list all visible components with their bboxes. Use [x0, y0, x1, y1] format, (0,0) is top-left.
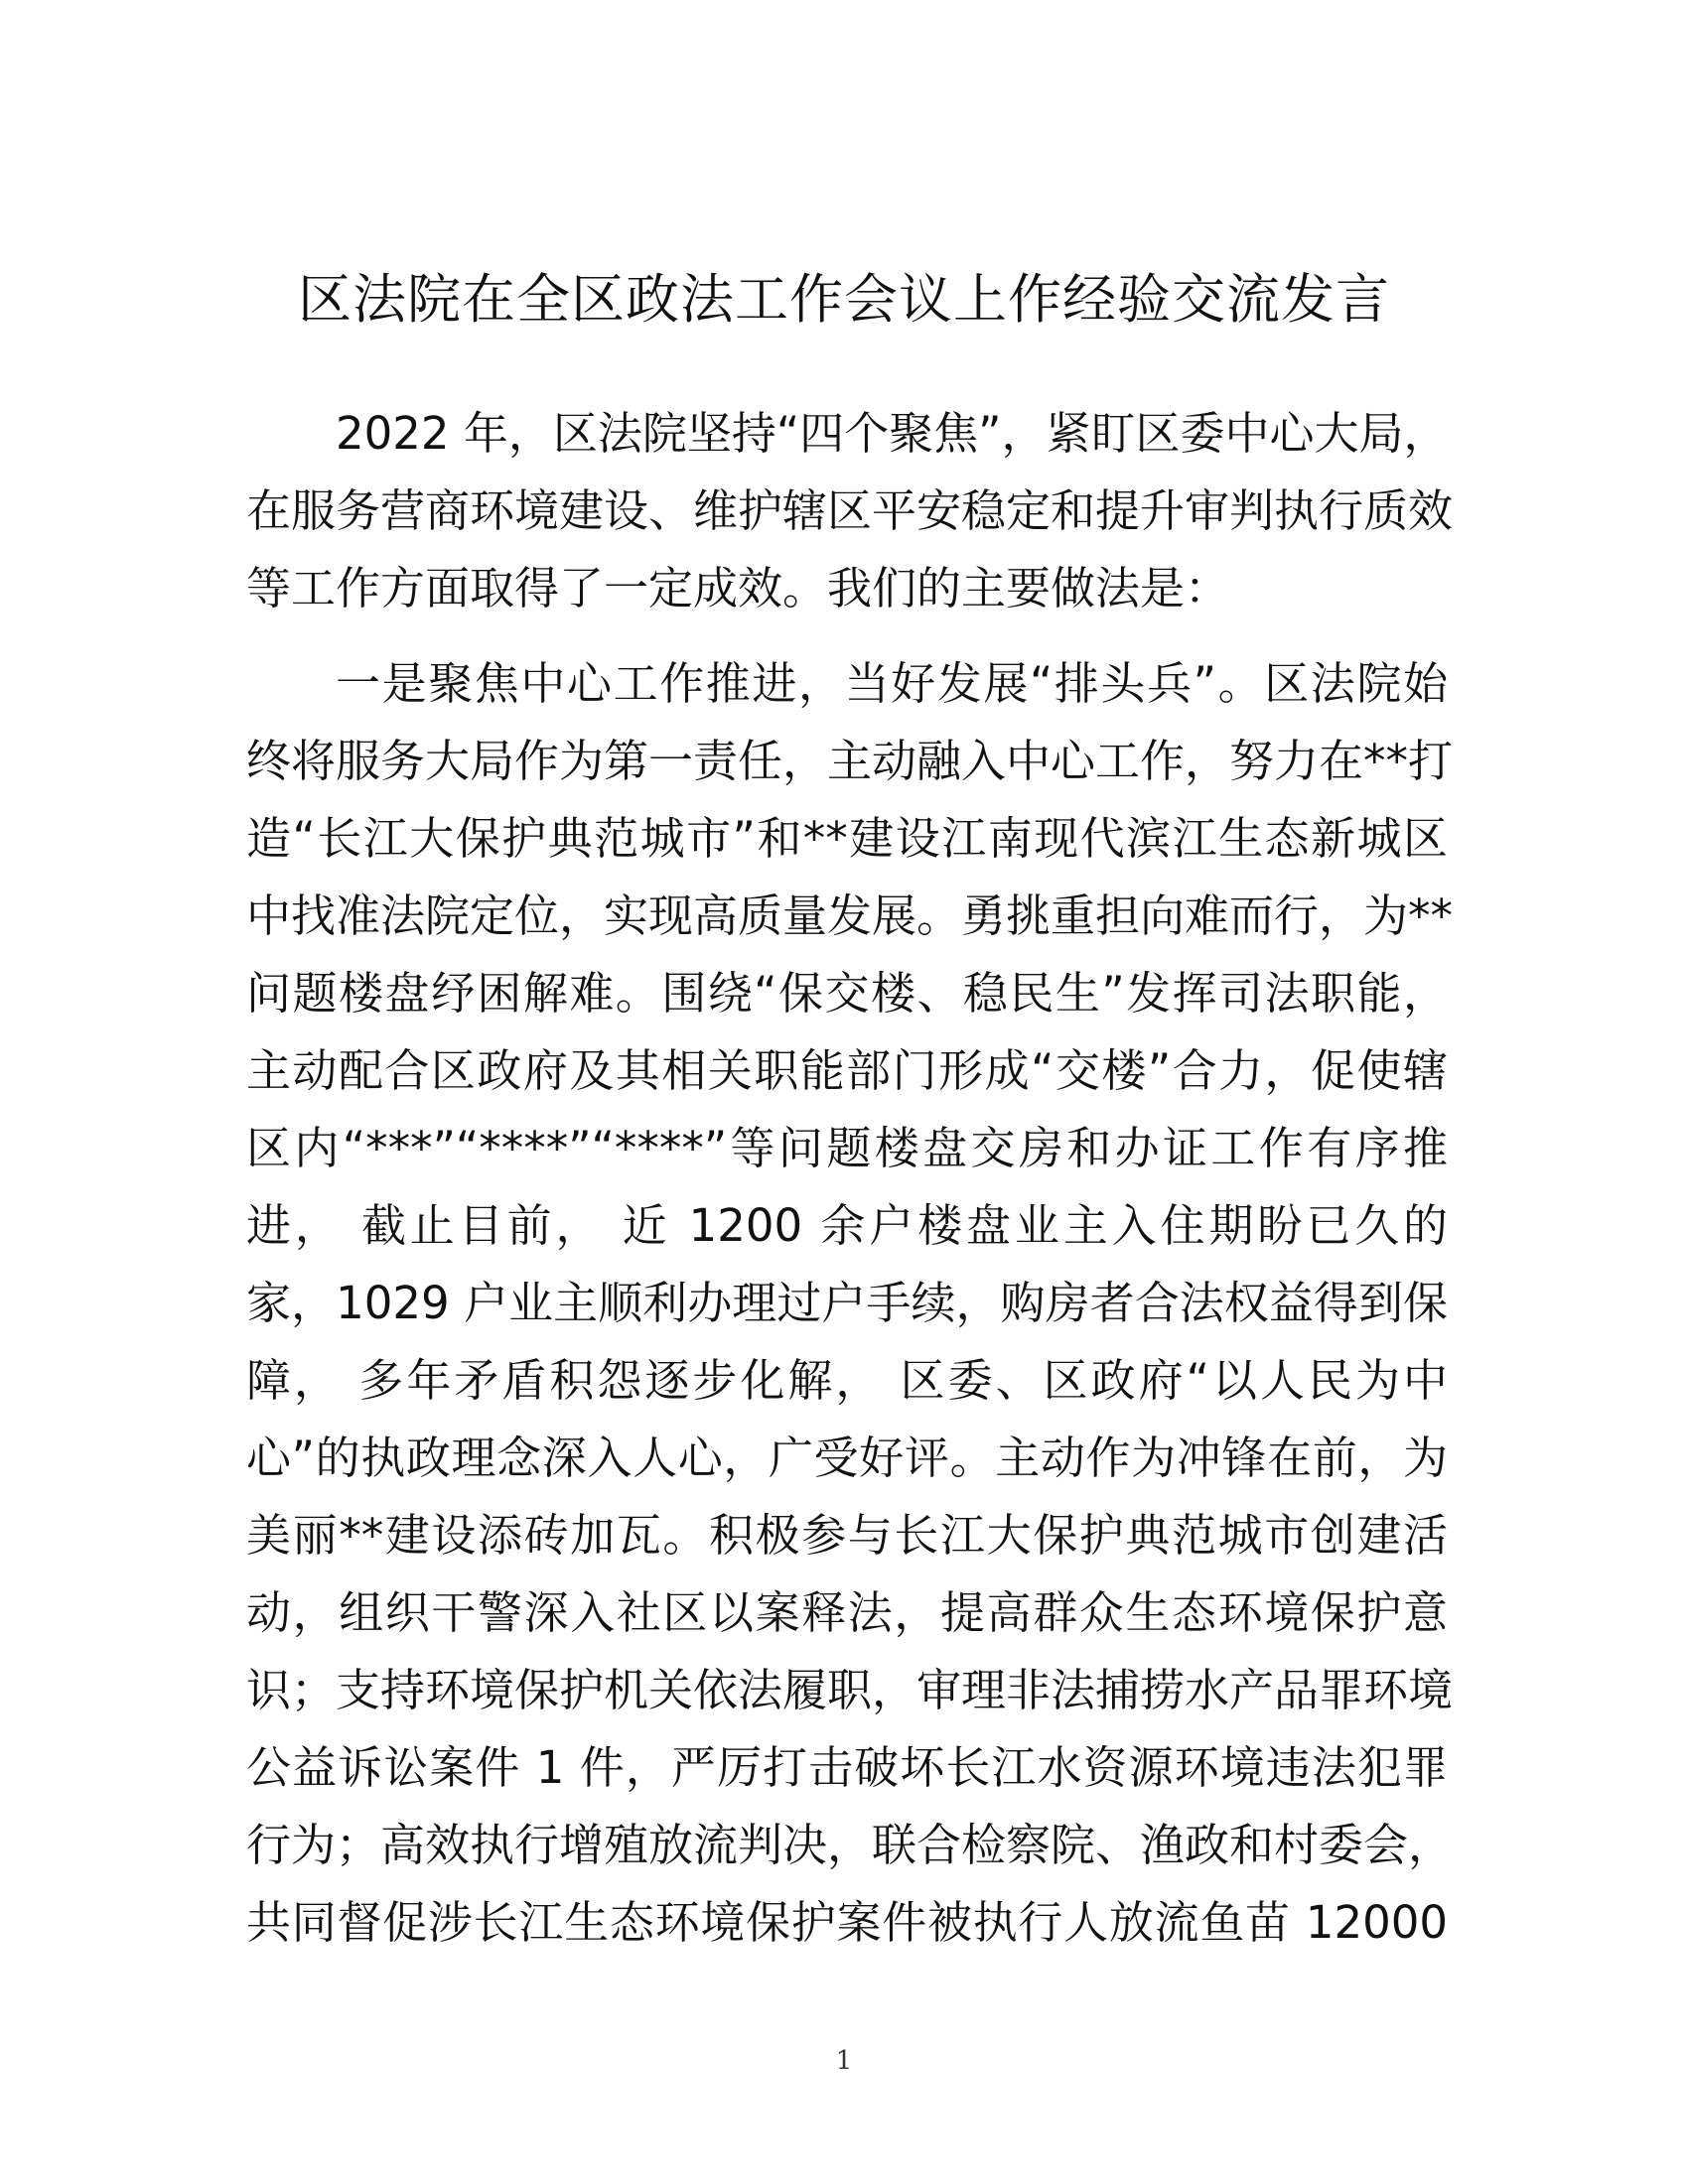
paragraph-1-line-3: 等工作方面取得了一定成效。我们的主要做法是： [246, 562, 1230, 614]
document-title: 区法院在全区政法工作会议上作经验交流发言 [298, 268, 1390, 331]
page-number: 1 [835, 2046, 853, 2076]
paragraph-2-line-12: 美丽**建设添砖加瓦。积极参与长江大保护典范城市创建活 [246, 1509, 1448, 1562]
paragraph-2-line-9: 家，1029 户业主顺利办理过户手续，购房者合法权益得到保 [246, 1277, 1448, 1329]
paragraph-1-line-1: 2022 年，区法院坚持“四个聚焦”，紧盯区委中心大局， [336, 407, 1449, 460]
paragraph-2-line-3: 造“长江大保护典范城市”和**建设江南现代滨江生态新城区 [246, 812, 1448, 865]
paragraph-2-line-4: 中找准法院定位，实现高质量发展。勇挑重担向难而行，为** [246, 889, 1454, 942]
paragraph-2-line-16: 行为；高效执行增殖放流判决，联合检察院、渔政和村委会， [246, 1819, 1454, 1871]
paragraph-2-line-15: 公益诉讼案件 1 件，严厉打击破坏长江水资源环境违法犯罪 [246, 1741, 1448, 1794]
paragraph-2-line-8: 进， 截止目前， 近 1200 余户楼盘业主入住期盼已久的 [246, 1199, 1448, 1252]
paragraph-2-line-6: 主动配合区政府及其相关职能部门形成“交楼”合力，促使辖 [246, 1044, 1448, 1097]
paragraph-2-line-13: 动，组织干警深入社区以案释法，提高群众生态环境保护意 [246, 1586, 1448, 1639]
document-body [246, 395, 1454, 1962]
paragraph-2-line-11: 心”的执政理念深入人心，广受好评。主动作为冲锋在前，为 [246, 1432, 1448, 1484]
paragraph-2-line-17: 共同督促涉长江生态环境保护案件被执行人放流鱼苗 12000 [246, 1896, 1448, 1949]
paragraph-2-line-2: 终将服务大局作为第一责任，主动融入中心工作，努力在**打 [246, 735, 1454, 787]
paragraph-spacer [246, 627, 1448, 645]
paragraph-2-line-10: 障， 多年矛盾积怨逐步化解， 区委、区政府“以人民为中 [246, 1354, 1448, 1407]
paragraph-2-line-14: 识；支持环境保护机关依法履职，审理非法捕捞水产品罪环境 [246, 1664, 1454, 1716]
paragraph-2-line-7: 区内“***”“****”“****”等问题楼盘交房和办证工作有序推 [246, 1122, 1448, 1174]
paragraph-2-line-5: 问题楼盘纾困解难。围绕“保交楼、稳民生”发挥司法职能， [246, 967, 1448, 1020]
paragraph-2-line-1: 一是聚焦中心工作推进，当好发展“排头兵”。区法院始 [336, 657, 1448, 710]
paragraph-1-line-2: 在服务营商环境建设、维护辖区平安稳定和提升审判执行质效 [246, 484, 1454, 537]
